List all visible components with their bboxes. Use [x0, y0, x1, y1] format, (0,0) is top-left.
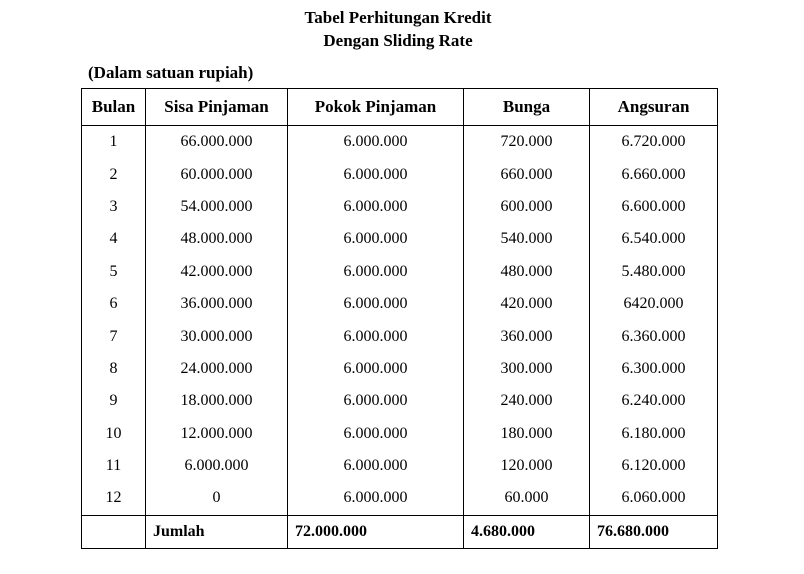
cell-sisa-pinjaman: 60.000.000 — [146, 158, 288, 190]
cell-angsuran: 6.360.000 — [590, 320, 718, 352]
cell-pokok-pinjaman: 6.000.000 — [288, 482, 464, 515]
col-header-bulan: Bulan — [82, 89, 146, 126]
total-bunga: 4.680.000 — [464, 515, 590, 548]
cell-bunga: 420.000 — [464, 288, 590, 320]
cell-bunga: 540.000 — [464, 223, 590, 255]
cell-angsuran: 6.660.000 — [590, 158, 718, 190]
col-header-bunga: Bunga — [464, 89, 590, 126]
cell-bulan: 3 — [82, 191, 146, 223]
cell-angsuran: 6.540.000 — [590, 223, 718, 255]
credit-table — [81, 88, 718, 549]
cell-bunga: 180.000 — [464, 418, 590, 450]
cell-bunga: 240.000 — [464, 385, 590, 417]
cell-pokok-pinjaman: 6.000.000 — [288, 385, 464, 417]
total-angsuran: 76.680.000 — [590, 515, 718, 548]
cell-pokok-pinjaman: 6.000.000 — [288, 353, 464, 385]
total-blank-cell — [82, 515, 146, 548]
cell-bulan: 1 — [82, 126, 146, 159]
cell-bulan: 8 — [82, 353, 146, 385]
cell-angsuran: 5.480.000 — [590, 256, 718, 288]
total-row — [82, 515, 718, 548]
cell-bunga: 300.000 — [464, 353, 590, 385]
table-row — [82, 450, 718, 482]
cell-pokok-pinjaman: 6.000.000 — [288, 223, 464, 255]
cell-sisa-pinjaman: 30.000.000 — [146, 320, 288, 352]
cell-angsuran: 6.300.000 — [590, 353, 718, 385]
total-label: Jumlah — [146, 515, 288, 548]
cell-angsuran: 6.180.000 — [590, 418, 718, 450]
col-header-sisa-pinjaman: Sisa Pinjaman — [146, 89, 288, 126]
cell-pokok-pinjaman: 6.000.000 — [288, 126, 464, 159]
cell-pokok-pinjaman: 6.000.000 — [288, 158, 464, 190]
cell-angsuran: 6.120.000 — [590, 450, 718, 482]
cell-bulan: 9 — [82, 385, 146, 417]
table-row — [82, 320, 718, 352]
cell-bulan: 5 — [82, 256, 146, 288]
header-row — [82, 89, 718, 126]
table-title: Tabel Perhitungan Kredit — [304, 8, 492, 27]
cell-sisa-pinjaman: 18.000.000 — [146, 385, 288, 417]
table-row — [82, 191, 718, 223]
cell-sisa-pinjaman: 0 — [146, 482, 288, 515]
cell-bunga: 660.000 — [464, 158, 590, 190]
cell-angsuran: 6420.000 — [590, 288, 718, 320]
cell-sisa-pinjaman: 6.000.000 — [146, 450, 288, 482]
cell-bulan: 12 — [82, 482, 146, 515]
cell-pokok-pinjaman: 6.000.000 — [288, 320, 464, 352]
col-header-angsuran: Angsuran — [590, 89, 718, 126]
cell-sisa-pinjaman: 24.000.000 — [146, 353, 288, 385]
total-pokok: 72.000.000 — [288, 515, 464, 548]
table-row — [82, 256, 718, 288]
cell-angsuran: 6.600.000 — [590, 191, 718, 223]
cell-bulan: 4 — [82, 223, 146, 255]
cell-angsuran: 6.060.000 — [590, 482, 718, 515]
cell-bulan: 6 — [82, 288, 146, 320]
cell-angsuran: 6.720.000 — [590, 126, 718, 159]
cell-bulan: 2 — [82, 158, 146, 190]
cell-pokok-pinjaman: 6.000.000 — [288, 450, 464, 482]
cell-bunga: 60.000 — [464, 482, 590, 515]
unit-note: (Dalam satuan rupiah) — [88, 63, 254, 82]
cell-bulan: 11 — [82, 450, 146, 482]
cell-sisa-pinjaman: 42.000.000 — [146, 256, 288, 288]
cell-bulan: 10 — [82, 418, 146, 450]
cell-sisa-pinjaman: 54.000.000 — [146, 191, 288, 223]
col-header-pokok-pinjaman: Pokok Pinjaman — [288, 89, 464, 126]
table-row — [82, 482, 718, 515]
cell-angsuran: 6.240.000 — [590, 385, 718, 417]
cell-bunga: 360.000 — [464, 320, 590, 352]
cell-sisa-pinjaman: 48.000.000 — [146, 223, 288, 255]
table-row — [82, 353, 718, 385]
cell-sisa-pinjaman: 12.000.000 — [146, 418, 288, 450]
cell-sisa-pinjaman: 66.000.000 — [146, 126, 288, 159]
table-row — [82, 385, 718, 417]
cell-bunga: 600.000 — [464, 191, 590, 223]
cell-bulan: 7 — [82, 320, 146, 352]
table-row — [82, 126, 718, 159]
table-row — [82, 288, 718, 320]
cell-bunga: 480.000 — [464, 256, 590, 288]
cell-sisa-pinjaman: 36.000.000 — [146, 288, 288, 320]
cell-bunga: 720.000 — [464, 126, 590, 159]
table-subtitle: Dengan Sliding Rate — [323, 31, 473, 50]
cell-pokok-pinjaman: 6.000.000 — [288, 418, 464, 450]
cell-pokok-pinjaman: 6.000.000 — [288, 288, 464, 320]
cell-pokok-pinjaman: 6.000.000 — [288, 256, 464, 288]
cell-pokok-pinjaman: 6.000.000 — [288, 191, 464, 223]
table-row — [82, 418, 718, 450]
cell-bunga: 120.000 — [464, 450, 590, 482]
table-row — [82, 158, 718, 190]
table-row — [82, 223, 718, 255]
